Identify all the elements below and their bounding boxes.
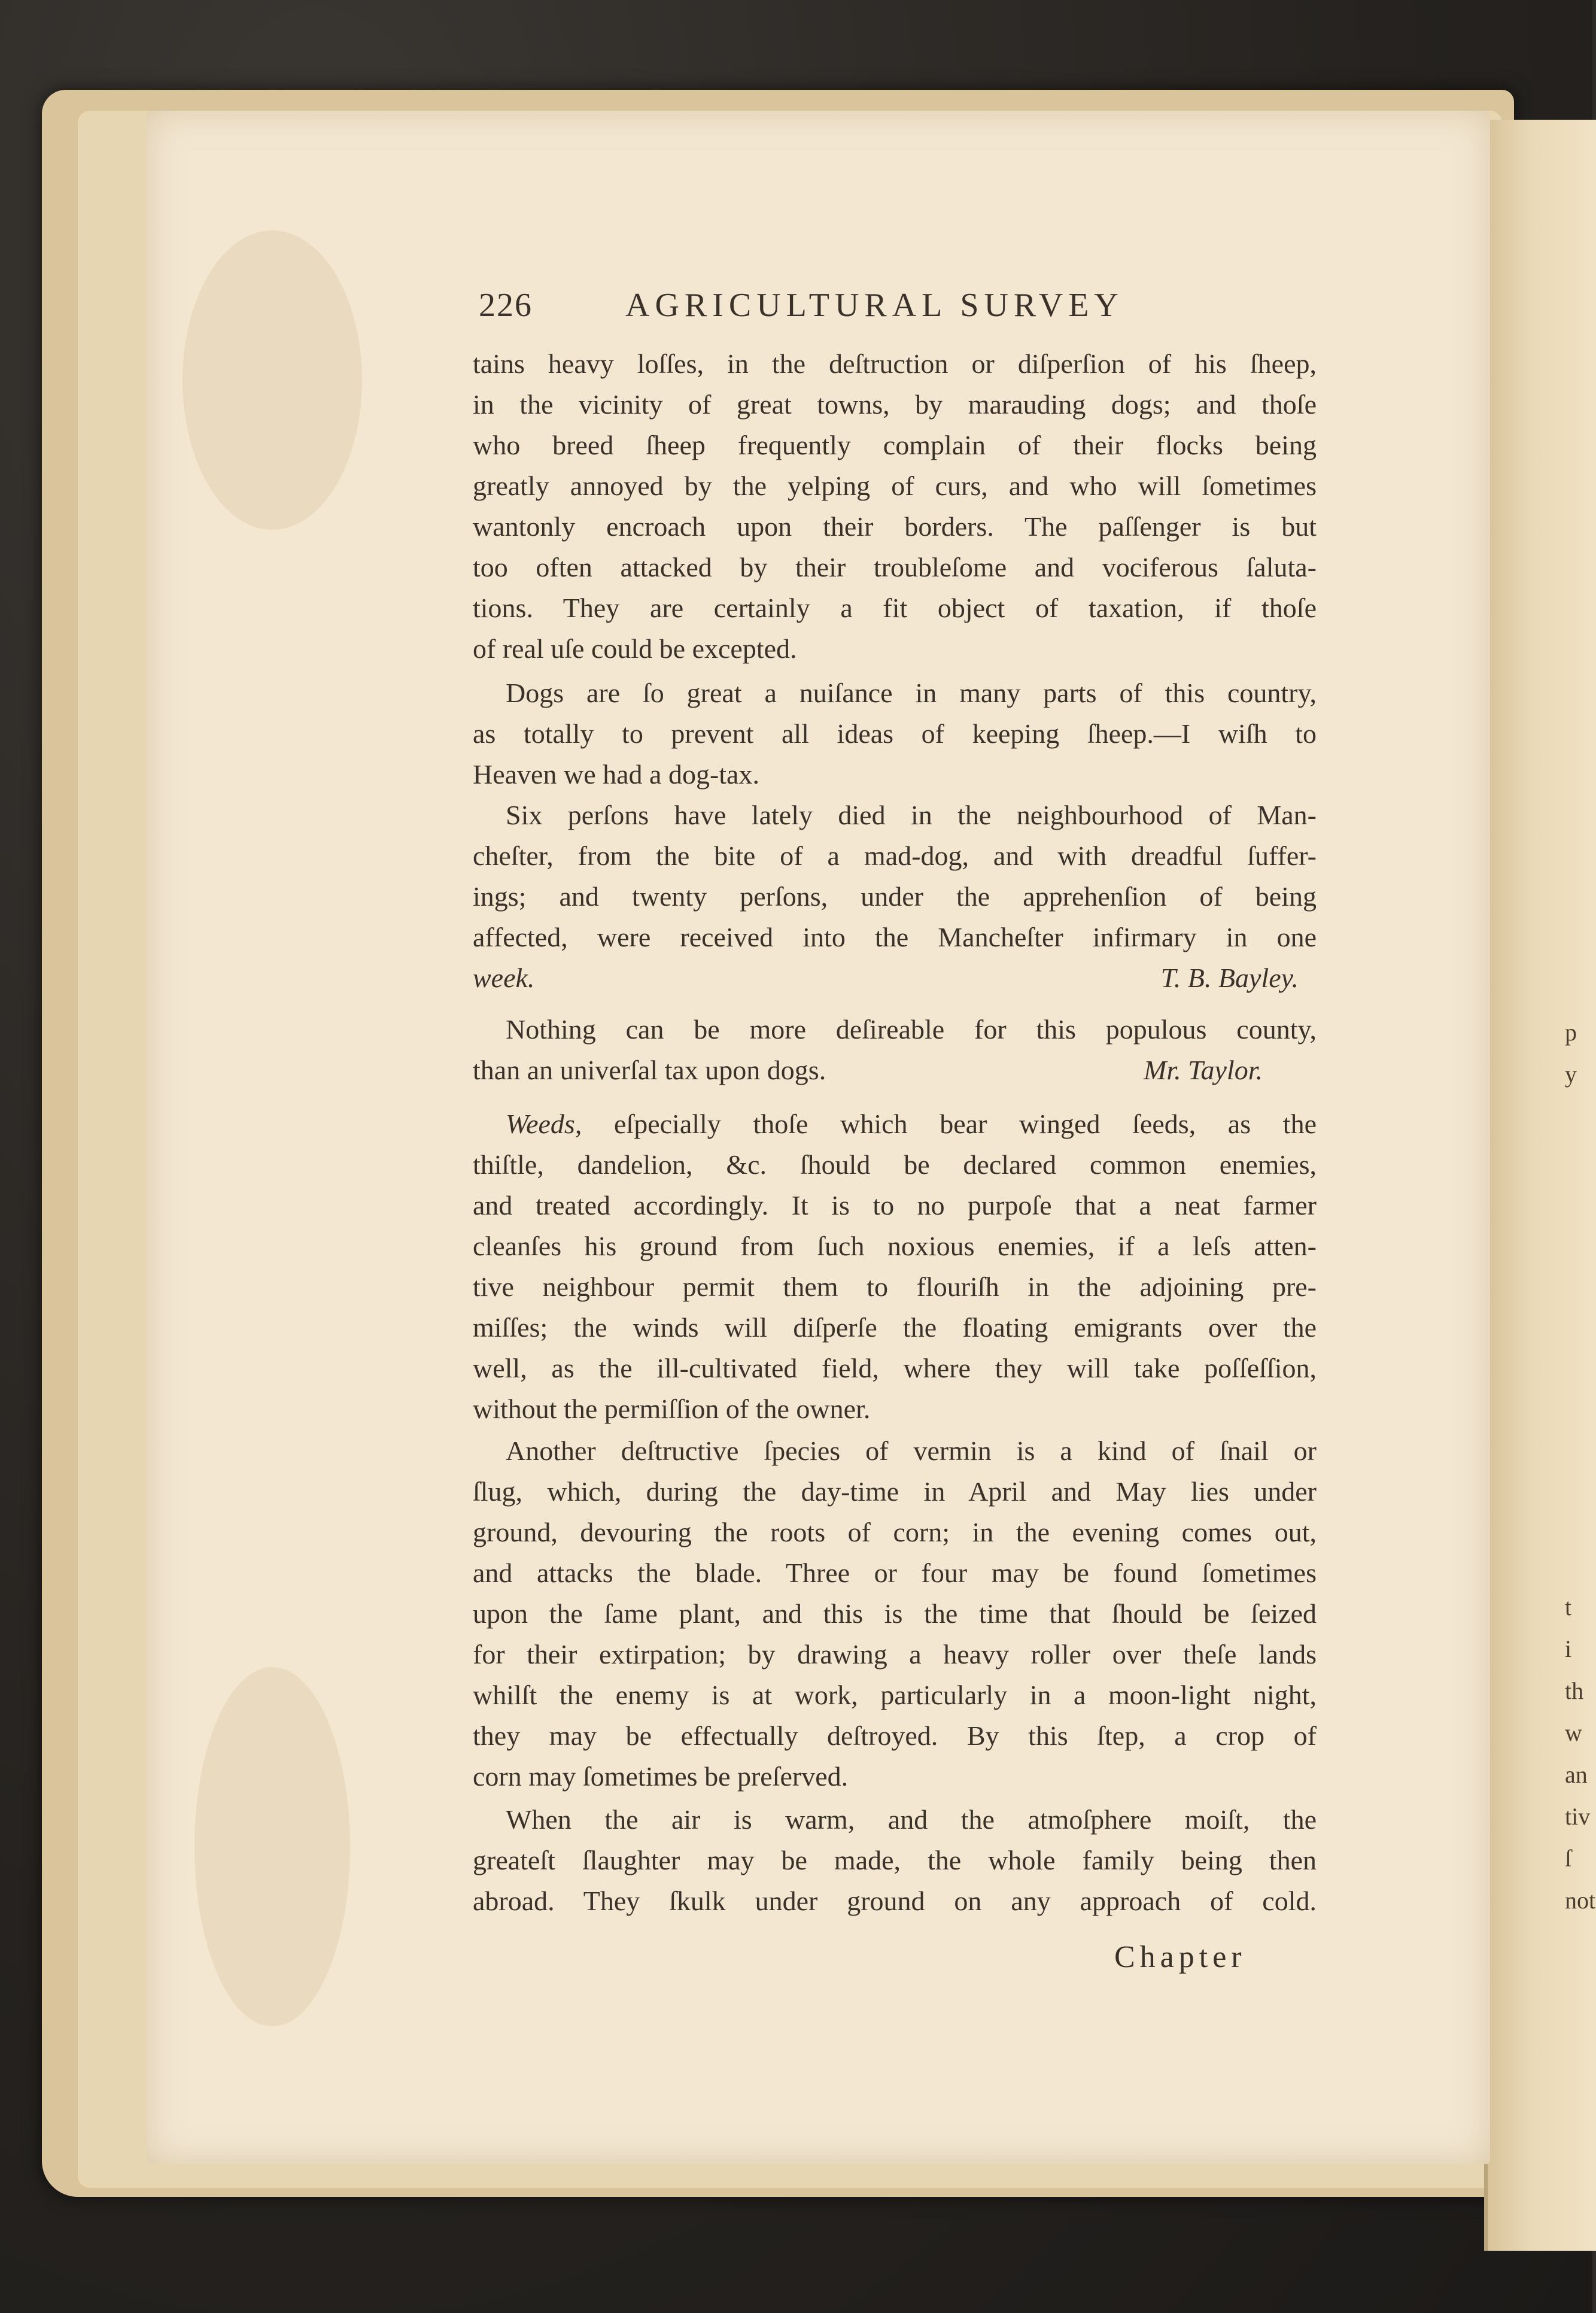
facing-page-fragment: th xyxy=(1565,1677,1584,1704)
facing-page-fragment: w xyxy=(1565,1719,1582,1746)
text-line: tions. They are certainly a fit object of taxation, if thoſe xyxy=(473,593,1317,623)
page-number: 226 xyxy=(479,287,533,324)
text-segment: eſpecially thoſe which bear winged ſeeds, as the xyxy=(582,1109,1317,1139)
text-line: they may be effectually deſtroyed. By this ſtep, a crop of xyxy=(473,1720,1317,1751)
text-line: cheſter, from the bite of a mad-dog, and with dreadful ſuffer- xyxy=(473,840,1317,871)
text-line: in the vicinity of great towns, by marauding dogs; and thoſe xyxy=(473,389,1317,420)
text-line: Nothing can be more deſireable for this populous county, xyxy=(506,1014,1317,1045)
text-line: and treated accordingly. It is to no purpoſe that a neat farmer xyxy=(473,1190,1317,1221)
facing-page-fragment: i xyxy=(1565,1635,1572,1662)
facing-page-fragment: not xyxy=(1565,1887,1596,1914)
text-line: Dogs are ſo great a nuiſance in many parts of this country, xyxy=(506,678,1317,708)
text-line: whilſt the enemy is at work, particularly in a moon-light night, xyxy=(473,1680,1317,1710)
text-line: who breed ſheep frequently complain of their flocks being xyxy=(473,430,1317,460)
text-line: ings; and twenty perſons, under the apprehenſion of being xyxy=(473,881,1317,912)
text-line: abroad. They ſkulk under ground on any approach of cold. xyxy=(473,1886,1317,1916)
text-line: tains heavy loſſes, in the deſtruction or diſperſion of his ſheep, xyxy=(473,348,1317,379)
text-line: well, as the ill-cultivated field, where they will take poſſeſſion, xyxy=(473,1353,1317,1383)
text-line: ſlug, which, during the day-time in April and May lies under xyxy=(473,1476,1317,1507)
italic-text: Weeds, xyxy=(506,1109,582,1139)
text-line: wantonly encroach upon their borders. The paſſenger is but xyxy=(473,511,1317,542)
text-line: miſſes; the winds will diſperſe the floating emigrants over the xyxy=(473,1312,1317,1343)
text-line: upon the ſame plant, and this is the time that ſhould be ſeized xyxy=(473,1598,1317,1629)
facing-page-fragment: y xyxy=(1565,1061,1577,1088)
text-line: greateſt ſlaughter may be made, the whole family being then xyxy=(473,1845,1317,1875)
text-line: When the air is warm, and the atmoſphere moiſt, the xyxy=(506,1804,1317,1835)
text-line: and attacks the blade. Three or four may be found ſometimes xyxy=(473,1558,1317,1588)
text-line: Another deſtructive ſpecies of vermin is a kind of ſnail or xyxy=(506,1435,1317,1466)
text-line xyxy=(473,1052,1317,1088)
facing-page xyxy=(1484,120,1596,2251)
text-line: tive neighbour permit them to flouriſh in the adjoining pre- xyxy=(473,1271,1317,1302)
running-header xyxy=(479,286,1305,334)
text-line: greatly annoyed by the yelping of curs, and who will ſometimes xyxy=(473,471,1317,501)
paper-stain xyxy=(183,230,362,530)
text-line: too often attacked by their troubleſome and vociferous ſaluta- xyxy=(473,552,1317,582)
facing-page-fragment: p xyxy=(1565,1019,1577,1046)
signature: T. B. Bayley. xyxy=(1160,963,1299,993)
paper-stain xyxy=(194,1667,350,2026)
text-segment: than an univerſal tax upon dogs. xyxy=(473,1055,826,1085)
signature: Mr. Taylor. xyxy=(1144,1055,1263,1085)
text-line xyxy=(473,960,1317,996)
facing-page-fragment: ſ xyxy=(1565,1845,1572,1872)
text-line: affected, were received into the Mancheſter infirmary in one xyxy=(473,922,1317,952)
text-line: corn may ſometimes be preſerved. xyxy=(473,1761,849,1792)
text-line: for their extirpation; by drawing a heavy roller over theſe lands xyxy=(473,1639,1317,1670)
facing-page-fragment: an xyxy=(1565,1761,1588,1788)
text-line: thiſtle, dandelion, &c. ſhould be declared common enemies, xyxy=(473,1149,1317,1180)
catchword: Chapter xyxy=(1114,1940,1247,1974)
text-line: of real uſe could be excepted. xyxy=(473,633,797,664)
facing-page-fragment: tiv xyxy=(1565,1803,1591,1830)
italic-text: week. xyxy=(473,963,535,993)
text-line: as totally to prevent all ideas of keeping ſheep.—I wiſh to xyxy=(473,718,1317,749)
text-line: Heaven we had a dog-tax. xyxy=(473,759,759,790)
text-line: cleanſes his ground from ſuch noxious enemies, if a leſs atten- xyxy=(473,1231,1317,1261)
text-line: Six perſons have lately died in the neighbourhood of Man- xyxy=(506,800,1317,830)
facing-page-fragment: t xyxy=(1565,1593,1572,1620)
text-line: without the permiſſion of the owner. xyxy=(473,1394,871,1424)
text-line xyxy=(506,1106,1317,1142)
running-title: AGRICULTURAL SURVEY xyxy=(625,287,1124,324)
text-line: ground, devouring the roots of corn; in the evening comes out, xyxy=(473,1517,1317,1547)
